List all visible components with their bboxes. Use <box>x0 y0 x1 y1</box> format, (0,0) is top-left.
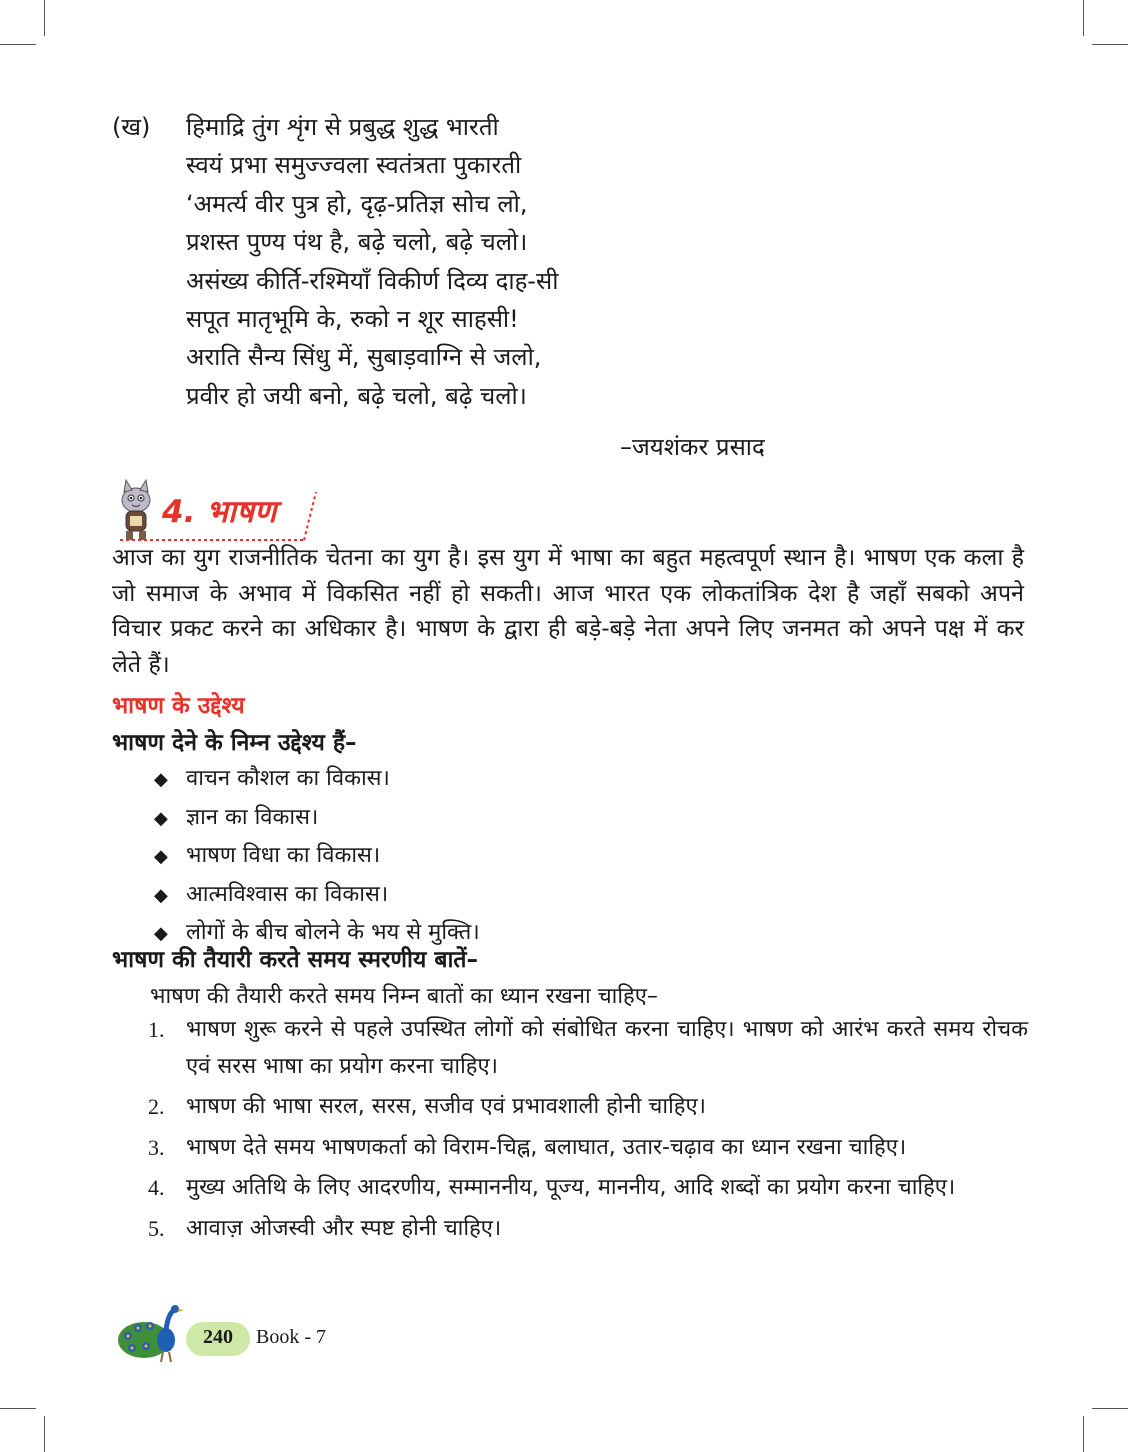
poem-line: प्रवीर हो जयी बनो, बढ़े चलो, बढ़े चलो। <box>186 381 527 410</box>
poem-line: ‘अमर्त्य वीर पुत्र हो, दृढ़-प्रतिज्ञ सोच लो, <box>186 189 528 218</box>
diamond-bullet-icon: ◆ <box>154 923 168 944</box>
section-title: 4. भाषण <box>162 494 277 530</box>
heading-underline <box>112 478 322 546</box>
crop-mark <box>44 0 45 36</box>
list-item-text: भाषण की भाषा सरल, सरस, सजीव एवं प्रभावशाली होनी चाहिए। <box>186 1094 706 1119</box>
prep-heading: भाषण की तैयारी करते समय स्मरणीय बातें– <box>112 947 479 973</box>
intro-paragraph: आज का युग राजनीतिक चेतना का युग है। इस युग में भाषा का बहुत महत्वपूर्ण स्थान है। भाषण एक कला है जो समाज के अभाव में विकसित नहीं हो सकती। आज भारत एक लोकतांत्रिक देश है जहाँ सबको अपने विचार प्रकट करने का अधिकार है। भाषण के द्वारा ही बड़े-बड़े नेता अपने लिए जनमत को अपने पक्ष में कर लेते हैं। <box>112 544 1024 678</box>
list-item-text: आत्मविश्वास का विकास। <box>186 881 389 907</box>
list-item <box>148 1170 1028 1207</box>
section-heading <box>112 478 322 546</box>
list-item <box>154 837 480 876</box>
crop-mark <box>0 1408 36 1409</box>
list-item <box>154 876 480 915</box>
poem-label: (ख) <box>112 113 151 141</box>
diamond-bullet-icon: ◆ <box>154 807 168 829</box>
objectives-subheading: भाषण देने के निम्न उद्देश्य हैं– <box>112 730 357 756</box>
list-item <box>148 1211 1028 1248</box>
list-number: 3. <box>148 1134 165 1160</box>
list-item <box>154 760 480 799</box>
list-item-text: भाषण शुरू करने से पहले उपस्थित लोगों को संबोधित करना चाहिए। भाषण को आरंभ करते समय रोचक एवं सरस भाषा का प्रयोग करना चाहिए। <box>186 1017 1028 1079</box>
diamond-bullet-icon: ◆ <box>154 846 168 867</box>
crop-mark <box>44 1416 45 1452</box>
poem-author: –जयशंकर प्रसाद <box>620 433 765 461</box>
crop-mark <box>1083 1416 1084 1452</box>
crop-mark <box>1092 44 1128 45</box>
list-item <box>154 799 480 838</box>
list-number: 4. <box>148 1175 165 1200</box>
list-item-text: वाचन कौशल का विकास। <box>186 766 390 791</box>
poem-line: सपूत मातृभूमि के, रुको न शूर साहसी! <box>186 305 519 334</box>
poem-line: प्रशस्त पुण्य पंथ है, बढ़े चलो, बढ़े चलो। <box>186 228 528 257</box>
page-number: 240 <box>203 1326 233 1348</box>
diamond-bullet-icon: ◆ <box>154 884 168 906</box>
book-label: Book - 7 <box>256 1326 326 1348</box>
peacock-icon <box>116 1296 196 1366</box>
poem-line: हिमाद्रि तुंग शृंग से प्रबुद्ध शुद्ध भारती <box>186 113 499 141</box>
list-item <box>148 1089 1028 1126</box>
list-item-text: भाषण देते समय भाषणकर्ता को विराम-चिह्न, बलाघात, उतार-चढ़ाव का ध्यान रखना चाहिए। <box>186 1134 907 1160</box>
list-number: 1. <box>148 1017 165 1042</box>
list-item-text: आवाज़ ओजस्वी और स्पष्ट होनी चाहिए। <box>186 1215 502 1241</box>
poem-line: स्वयं प्रभा समुज्ज्वला स्वतंत्रता पुकारती <box>186 151 522 180</box>
objectives-heading: भाषण के उद्देश्य <box>112 693 245 719</box>
objectives-list <box>154 760 480 953</box>
prep-points-list <box>148 1012 1028 1251</box>
list-item <box>148 1130 1028 1167</box>
list-number: 2. <box>148 1094 165 1119</box>
poem-line: असंख्य कीर्ति-रश्मियाँ विकीर्ण दिव्य दाह-सी <box>186 266 559 295</box>
prep-intro: भाषण की तैयारी करते समय निम्न बातों का ध्यान रखना चाहिए– <box>150 984 658 1009</box>
poem-line: अराति सैन्य सिंधु में, सुबाड़वाग्नि से जलो, <box>186 343 542 372</box>
crop-mark <box>1083 0 1084 36</box>
crop-mark <box>1092 1408 1128 1409</box>
crop-mark <box>0 44 36 45</box>
diamond-bullet-icon: ◆ <box>154 769 168 790</box>
list-item-text: लोगों के बीच बोलने के भय से मुक्ति। <box>186 920 480 945</box>
list-item-text: मुख्य अतिथि के लिए आदरणीय, सम्माननीय, पूज्य, माननीय, आदि शब्दों का प्रयोग करना चाहिए। <box>186 1175 956 1200</box>
list-item <box>148 1012 1028 1085</box>
list-number: 5. <box>148 1215 165 1241</box>
list-item-text: ज्ञान का विकास। <box>186 804 319 830</box>
list-item-text: भाषण विधा का विकास। <box>186 843 381 868</box>
page-footer <box>116 1296 336 1366</box>
poem-lines <box>186 108 558 415</box>
